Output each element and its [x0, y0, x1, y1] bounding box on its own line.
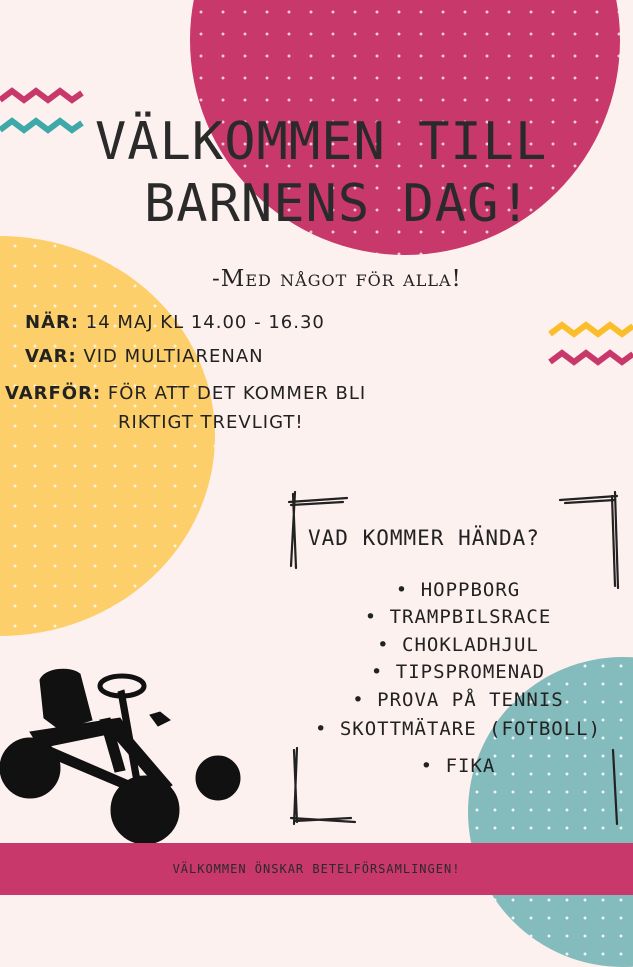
why-row	[5, 383, 366, 404]
where-value: VID MULTIARENAN	[83, 346, 264, 367]
when-label: NÄR:	[25, 312, 80, 333]
why-value-line-1: FÖR ATT DET KOMMER BLI	[107, 383, 367, 404]
list-item: • TIPSPROMENAD	[308, 661, 608, 683]
subtitle: -Med något för alla!	[212, 266, 462, 292]
list-item: • PROVA PÅ TENNIS	[308, 689, 608, 711]
yellow-dotted-circle	[0, 236, 215, 636]
when-row	[25, 312, 325, 333]
list-item: • CHOKLADHJUL	[308, 634, 608, 656]
zigzag-icon	[0, 88, 90, 148]
why-value-line-2: RIKTIGT TREVLIGT!	[118, 412, 304, 433]
zigzag-icon	[550, 318, 633, 378]
page-title-line-1: VÄLKOMMEN TILL	[95, 112, 548, 172]
why-label: VARFÖR:	[5, 383, 102, 404]
activities-heading: VAD KOMMER HÄNDA?	[308, 526, 540, 550]
go-kart-icon	[0, 660, 260, 845]
where-row	[25, 346, 264, 367]
page-title-line-2: BARNENS DAG!	[144, 174, 532, 234]
list-item: • FIKA	[308, 755, 608, 777]
where-label: VAR:	[25, 346, 77, 367]
when-value: 14 MAJ KL 14.00 - 16.30	[85, 312, 325, 333]
footer-bar	[0, 843, 633, 895]
footer-text: VÄLKOMMEN ÖNSKAR BETELFÖRSAMLINGEN!	[172, 862, 461, 876]
list-item: • SKOTTMÄTARE (FOTBOLL)	[308, 718, 608, 740]
list-item: • TRAMPBILSRACE	[308, 606, 608, 628]
list-item: • HOPPBORG	[308, 579, 608, 601]
